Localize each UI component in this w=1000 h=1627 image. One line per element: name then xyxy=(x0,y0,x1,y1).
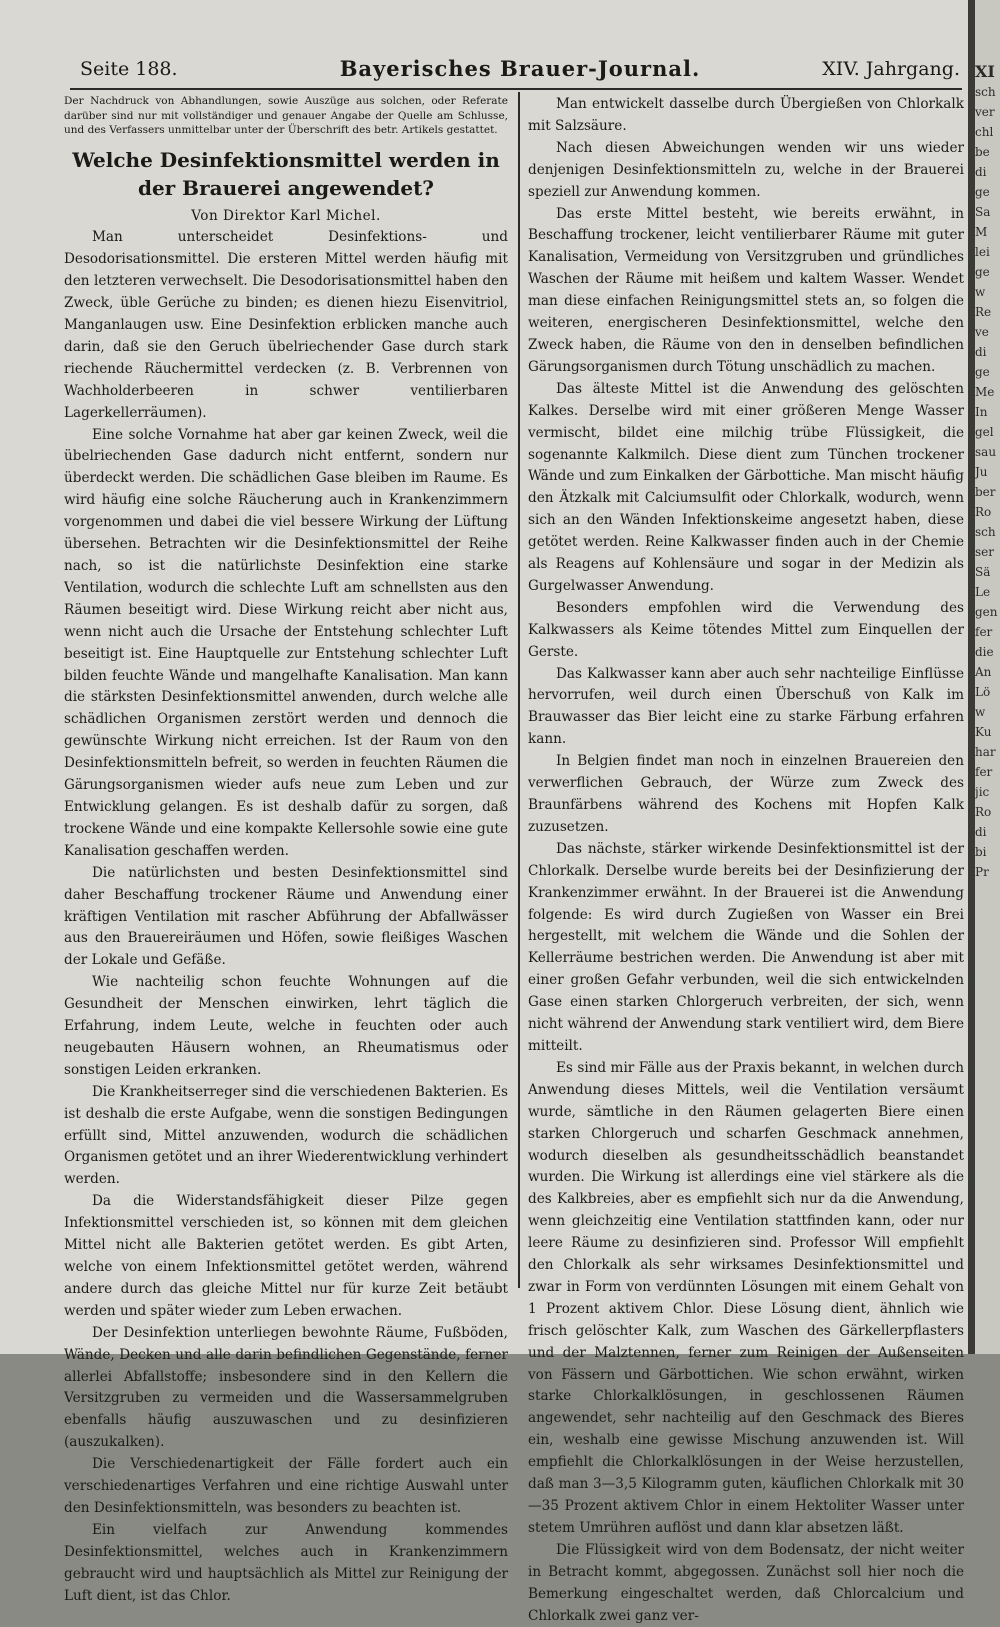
left-body xyxy=(64,227,508,1607)
column-divider xyxy=(518,92,520,1288)
edge-fragment: Me xyxy=(975,385,995,399)
page-header xyxy=(80,54,960,90)
paragraph: Nach diesen Abweichungen wenden wir uns wieder denjenigen Desinfektionsmitteln zu, welche in der Brauerei speziell zur Anwendung kommen. xyxy=(528,139,964,200)
edge-fragment: Ku xyxy=(975,725,992,739)
edge-fragment: fer xyxy=(975,625,993,639)
paragraph: Das Kalkwasser kann aber auch sehr nachteilige Einflüsse hervorrufen, weil durch einen Überschuß von Kalk im Brauwasser das Bier leicht eine zu starke Färbung erfahren kann. xyxy=(528,665,964,748)
edge-fragment: Sä xyxy=(975,565,991,579)
article-author: Von Direktor Karl Michel. xyxy=(191,207,381,224)
paragraph: Wie nachteilig schon feuchte Wohnungen auf die Gesundheit der Menschen einwirken, lehrt täglich die Erfahrung, indem Leute, welche in feuchten oder auch neugebauten Häusern wohnen, an Rheumatismus oder sonstigen Leiden erkranken. xyxy=(64,974,508,1078)
paragraph: Besonders empfohlen wird die Verwendung des Kalkwassers als Keime tötendes Mittel zum Einquellen der Gerste. xyxy=(528,599,964,660)
edge-fragment: Ro xyxy=(975,505,992,519)
paragraph: Man entwickelt dasselbe durch Übergießen von Chlorkalk mit Salzsäure. xyxy=(528,96,964,134)
edge-fragment: ge xyxy=(975,185,990,199)
edge-fragment: Pr xyxy=(975,865,989,879)
edge-fragment: jic xyxy=(975,785,990,799)
edge-fragment: An xyxy=(975,665,992,679)
edge-fragment: di xyxy=(975,345,987,359)
edge-fragment: gel xyxy=(975,425,994,439)
edge-fragment: w xyxy=(975,285,986,299)
paragraph: Die Flüssigkeit wird von dem Bodensatz, der nicht weiter in Betracht kommt, abgegossen. Zunächst soll hier noch die Bemerkung eingeschaltet werden, daß Chlorcalcium und Chlorkalk zwei ganz ver- xyxy=(528,1541,964,1624)
paragraph: Eine solche Vornahme hat aber gar keinen Zweck, weil die übelriechenden Gase dadurch nicht entfernt, sondern nur überdeckt werden. Die schädlichen Gase bleiben im Raume. Es wird häufig eine solche Räucherung auch in Krankenzimmern vorgenommen und dabei die viel bessere Wirkung der Lüftung übersehen. Betrachten wir die Desinfektionsmittel der Reihe nach, so ist die natürlichste Desinfektion eine starke Ventilation, wodurch die schlechte Luft am schnellsten aus den Räumen beseitigt wird. Diese Wirkung reicht aber nicht aus, wenn nicht auch die Ursache der Entstehung schlechter Luft beseitigt ist. Eine Hauptquelle zur Entstehung schlechter Luft bilden feuchte Wände und mangelhafte Kanalisation. Man kann die stärksten Desinfektionsmittel anwenden, durch welche alle schädlichen Organismen zerstört werden und dennoch die gewünschte Wirkung nicht erreichen. Ist der Raum von den Desinfektionsmitteln befreit, so werden in feuchten Räumen die Gärungsorganismen wieder aufs neue zum Leben und zur Entwicklung gelangen. Es ist deshalb dafür zu sorgen, daß trockene Wände und eine kompakte Kellersohle sowie eine gute Kanalisation geschaffen werden. xyxy=(64,426,508,859)
edge-fragment: di xyxy=(975,165,987,179)
paragraph: Der Desinfektion unterliegen bewohnte Räume, Fußböden, Wände, Decken und alle darin befindlichen Gegenstände, ferner allerlei Abfallstoffe; insbesondere sind in den Kellern die Versitzgruben zu vermeiden und die Wassersammelgruben ebenfalls häufig auszuwaschen und zu desinfizieren (auszukalken). xyxy=(64,1324,508,1451)
edge-fragment: sch xyxy=(975,525,996,539)
edge-fragment: Sa xyxy=(975,205,991,219)
edge-fragment: di xyxy=(975,825,987,839)
edge-fragment: chl xyxy=(975,125,994,139)
paragraph: Man unterscheidet Desinfektions- und Desodorisationsmittel. Die ersteren Mittel werden häufig mit den letzteren verwechselt. Die Desodorisationsmittel haben den Zweck, üble Gerüche zu binden; es dienen hiezu Eisenvitriol, Manganlaugen usw. Eine Desinfektion erblicken manche auch darin, daß sie den Geruch übelriechender Gase durch stark riechende Räuchermittel verdecken (z. B. Verbrennen von Wachholderbeeren in schwer ventilierbaren Lagerkellerräumen). xyxy=(64,229,508,421)
edge-fragment: ver xyxy=(975,105,995,119)
edge-fragment: die xyxy=(975,645,994,659)
paragraph: Ein vielfach zur Anwendung kommendes Desinfektionsmittel, welches auch in Krankenzimmern gebraucht wird und hauptsächlich als Mittel zur Reinigung der Luft dient, ist das Chlor. xyxy=(64,1521,508,1604)
edge-fragment: ge xyxy=(975,265,990,279)
paragraph: In Belgien findet man noch in einzelnen Brauereien den verwerflichen Gebrauch, der Würze zum Zweck des Braunfärbens während des Kochens mit Hopfen Kalk zuzusetzen. xyxy=(528,753,964,835)
edge-fragment: ber xyxy=(975,485,996,499)
article-title: Welche Desinfektionsmittel werden in der Brauerei angewendet? xyxy=(72,147,500,200)
edge-fragment: ve xyxy=(975,325,989,339)
edge-fragment: gen xyxy=(975,605,998,619)
edge-fragment: Le xyxy=(975,585,991,599)
volume-label: XIV. Jahrgang. xyxy=(822,58,960,80)
paragraph: Da die Widerstandsfähigkeit dieser Pilze gegen Infektionsmittel verschieden ist, so können mit dem gleichen Mittel nicht alle Bakterien getötet werden. Es gibt Arten, welche von einem Infektionsmittel getötet werden, während andere durch das gleiche Mittel nur für kurze Zeit betäubt werden und später wieder zum Leben erwachen. xyxy=(64,1193,508,1319)
paragraph: Die natürlichsten und besten Desinfektionsmittel sind daher Beschaffung trockener Räume und Anwendung einer kräftigen Ventilation mit rascher Abführung der Abfallwässer aus den Brauereiräumen und Höfen, sowie fleißiges Waschen der Lokale und Gefäße. xyxy=(64,864,508,969)
edge-fragment: lei xyxy=(975,245,990,259)
edge-fragment: sau xyxy=(975,445,997,459)
paragraph: Es sind mir Fälle aus der Praxis bekannt, in welchen durch Anwendung dieses Mittels, weil die Ventilation versäumt wurde, sämtliche in den Räumen gelagerten Biere einen starken Chlorgeruch und scharfen Geschmack annehmen, wodurch dieselben als gesundheitsschädlich beanstandet wurden. Die Wirkung ist allerdings eine viel stärkere als die des Kalkbreies, aber es empfiehlt sich nur da die Anwendung, wenn gleichzeitig eine Ventilation stattfinden kann, oder nur leere Räume zu desinfizieren sind. Professor Will empfiehlt den Chlorkalk als sehr wirksames Desinfektionsmittel und zwar in Form von verdünnten Lösungen mit einem Gehalt von 1 Prozent aktivem Chlor. Diese Lösung dient, ähnlich wie frisch gelöschter Kalk, zum Waschen des Gärkellerpflasters und der Malztennen, ferner zum Reinigen der Außenseiten von Fässern und Gärbottichen. Wie schon erwähnt, wirken starke Chlorkalklösungen, in geschlossenen Räumen angewendet, sehr nachteilig auf den Geschmack des Bieres ein, weshalb eine gewisse Mischung anzuwenden ist. Will empfiehlt die Chlorkalklösungen in der Weise herzustellen, daß man 3—3,5 Kilogramm guten, käuflichen Chlorkalk mit 30—35 Prozent aktivem Chlor in einem Hektoliter Wasser unter stetem Umrühren auflöst und dann klar absetzen läßt. xyxy=(528,1059,964,1536)
edge-fragment: Lö xyxy=(975,685,991,699)
journal-title: Bayerisches Brauer-Journal. xyxy=(339,56,701,81)
paragraph: Das erste Mittel besteht, wie bereits erwähnt, in Beschaffung trockener, leicht ventilierbarer Räume mit guter Kanalisation, Vermeidung von Versitzgruben und gründliches Waschen der Räume mit heißem und kaltem Wasser. Wendet man diese einfachen Reinigungsmittel stets an, so folgen die weiteren, energischeren Desinfektionsmittel, welche den Zweck haben, die Räume von den in denselben befindlichen Gärungsorganismen durch Tötung unschädlich zu machen. xyxy=(528,205,964,375)
edge-fragment: har xyxy=(975,745,996,759)
reprint-notice: Der Nachdruck von Abhandlungen, sowie Auszüge aus solchen, oder Referate darüber sind nur mit vollständiger und genauer Angabe der Quelle am Schlusse, und des Verfassers unmittelbar unter der Überschrift des betr. Artikels gestattet. xyxy=(64,95,508,136)
edge-fragment: M xyxy=(975,225,988,239)
edge-fragment: XI xyxy=(975,62,995,81)
edge-fragment: Ju xyxy=(975,465,988,479)
paragraph: Das nächste, stärker wirkende Desinfektionsmittel ist der Chlorkalk. Derselbe wurde bereits bei der Desinfizierung der Krankenzimmer erwähnt. In der Brauerei ist die Anwendung folgende: Es wird durch Zugießen von Wasser ein Brei hergestellt, mit welchem die Wände und die Sohlen der Kellerräume bestrichen werden. Die Anwendung ist aber mit einer großen Gefahr verbunden, weil die sich entwickelnden Gase einen starken Chlorgeruch verbreiten, der sich, wenn nicht während der Anwendung stark ventiliert wird, dem Biere mitteilt. xyxy=(528,840,964,1054)
edge-fragment: fer xyxy=(975,765,993,779)
edge-fragment: bi xyxy=(975,845,987,859)
edge-fragment: ser xyxy=(975,545,994,559)
adjacent-page-edge xyxy=(975,0,1000,1354)
left-column xyxy=(64,94,508,1608)
paragraph: Das älteste Mittel ist die Anwendung des gelöschten Kalkes. Derselbe wird mit einer größeren Menge Wasser vermischt, bildet eine milchig trübe Flüssigkeit, die sogenannte Kalkmilch. Diese dient zum Tünchen trockener Wände und zum Einkalken der Gärbottiche. Man mischt häufig den Ätzkalk mit Calciumsulfit oder Chlorkalk, wodurch, wenn sich an den Wänden Infektionskeime angesetzt haben, diese getötet werden. Reine Kalkwasser finden auch in der Chemie als Reagens auf Kohlensäure und sogar in der Medizin als Gurgelwasser Anwendung. xyxy=(528,380,964,594)
right-column xyxy=(528,94,964,1627)
edge-fragment: w xyxy=(975,705,986,719)
edge-fragment: be xyxy=(975,145,990,159)
header-rule xyxy=(70,88,962,90)
page-number: Seite 188. xyxy=(80,58,178,80)
edge-fragment: Re xyxy=(975,305,992,319)
paragraph: Die Krankheitserreger sind die verschiedenen Bakterien. Es ist deshalb die erste Aufgabe, wenn die sonstigen Bedingungen erfüllt sind, Mittel anzuwenden, wodurch die schädlichen Organismen getötet und an ihrer Wiederentwicklung verhindert werden. xyxy=(64,1083,508,1188)
edge-fragment: ge xyxy=(975,365,990,379)
edge-fragment: Ro xyxy=(975,805,992,819)
edge-fragment: sch xyxy=(975,85,996,99)
edge-fragment: In xyxy=(975,405,988,419)
paragraph: Die Verschiedenartigkeit der Fälle fordert auch ein verschiedenartiges Verfahren und eine richtige Auswahl unter den Desinfektionsmitteln, was besonders zu beachten ist. xyxy=(64,1456,508,1516)
